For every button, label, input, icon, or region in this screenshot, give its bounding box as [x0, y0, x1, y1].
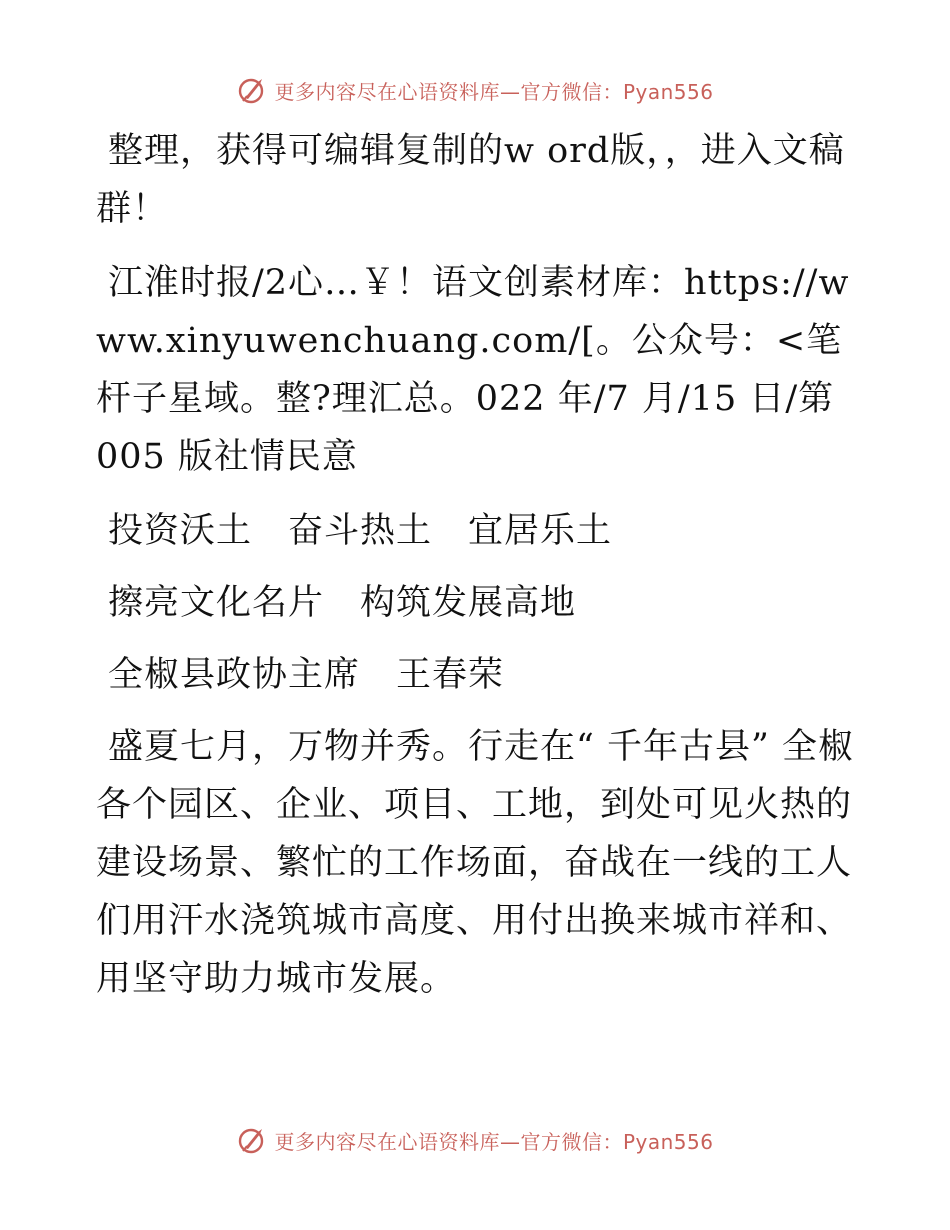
- source-paragraph: 江淮时报/2心…￥！语文创素材库：https://www.xinyuwenchuang.com/[。公众号：<笔杆子星域。整?理汇总。022 年/7 月/15 日/第 005 版社情民意: [96, 263, 850, 477]
- article-headline: [96, 574, 856, 632]
- slogan-part-2: 奋斗热土: [288, 511, 433, 551]
- author-name: 王春荣: [396, 655, 505, 695]
- quill-logo-icon: [236, 1124, 268, 1156]
- headline-part-2: 构筑发展高地: [360, 583, 577, 623]
- top-watermark-banner: [0, 72, 950, 108]
- quill-logo-icon: [236, 74, 268, 106]
- slogan-line: [96, 502, 856, 560]
- author-byline: [96, 646, 856, 704]
- slogan-part-3: 宜居乐土: [468, 511, 613, 551]
- document-body: [96, 122, 856, 1024]
- headline-part-1: 擦亮文化名片: [108, 583, 325, 623]
- watermark-text: 更多内容尽在心语资料库—官方微信：Pyan556: [274, 79, 714, 104]
- intro-paragraph: 整理，获得可编辑复制的w ord版，，进入文稿群！: [96, 131, 845, 229]
- bottom-watermark-banner: [0, 1122, 950, 1158]
- body-paragraph: 盛夏七月，万物并秀。行走在“ 千年古县” 全椒各个园区、企业、项目、工地，到处可见火热的建设场景、繁忙的工作场面，奋战在一线的工人们用汗水浇筑城市高度、用付出换来城市祥和、用坚守助力城市发展。: [96, 727, 855, 999]
- slogan-part-1: 投资沃土: [108, 511, 253, 551]
- author-title: 全椒县政协主席: [108, 655, 361, 695]
- watermark-text: 更多内容尽在心语资料库—官方微信：Pyan556: [274, 1129, 714, 1154]
